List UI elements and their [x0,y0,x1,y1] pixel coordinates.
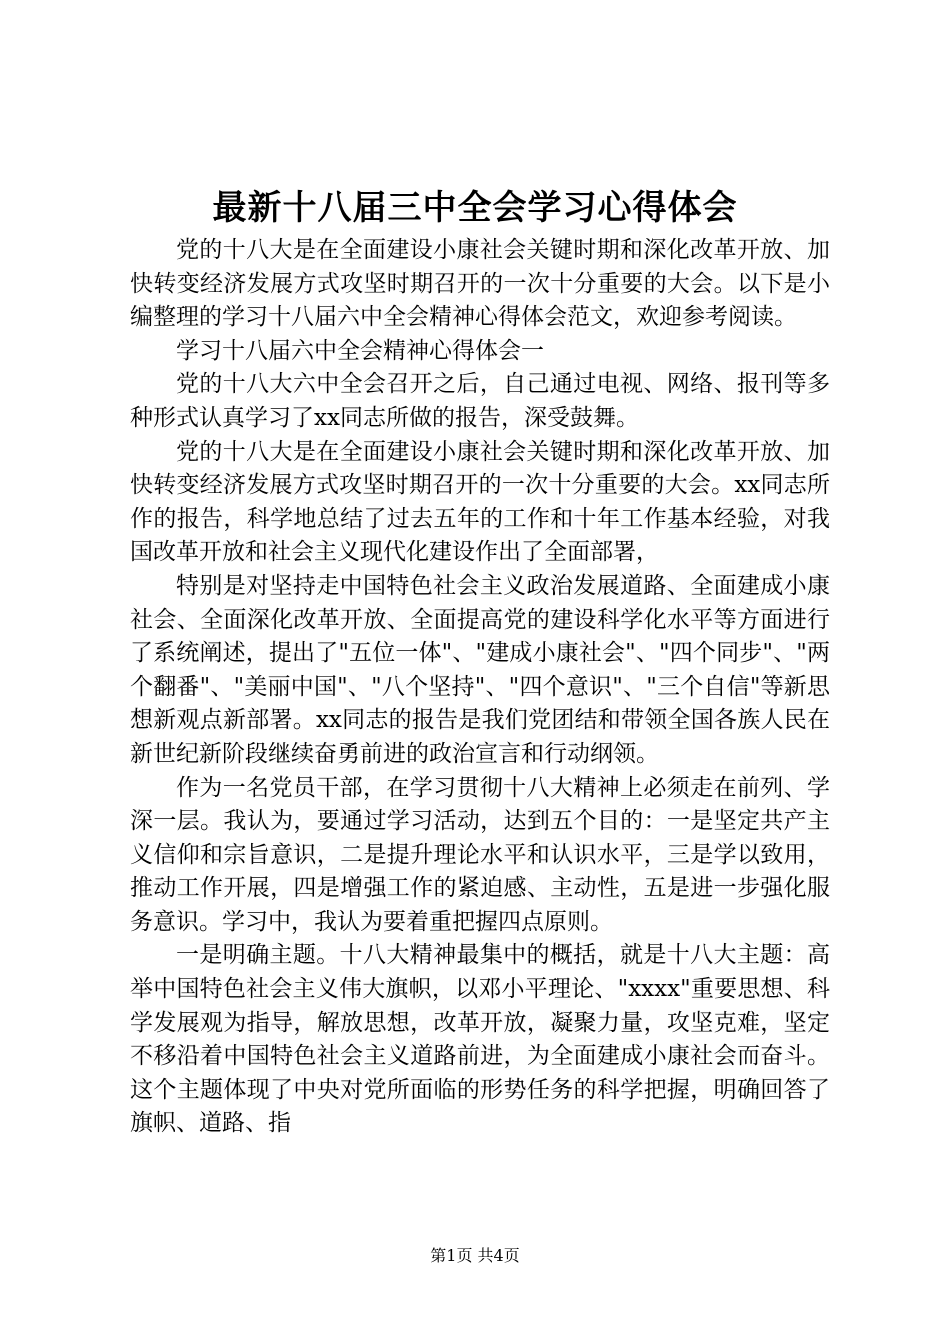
paragraph: 党的十八大是在全面建设小康社会关键时期和深化改革开放、加快转变经济发展方式攻坚时期召开的一次十分重要的大会。以下是小编整理的学习十八届六中全会精神心得体会范文，欢迎参考阅读。 [130,237,830,331]
paragraph: 特别是对坚持走中国特色社会主义政治发展道路、全面建成小康社会、全面深化改革开放、全面提高党的建设科学化水平等方面进行了系统阐述，提出了"五位一体"、"建成小康社会"、"四个同步"、"两个翻番"、"美丽中国"、"八个坚持"、"四个意识"、"三个自信"等新思想新观点新部署。xx同志的报告是我们党团结和带领全国各族人民在新世纪新阶段继续奋勇前进的政治宣言和行动纲领。 [130,572,830,767]
paragraph: 作为一名党员干部，在学习贯彻十八大精神上必须走在前列、学深一层。我认为，要通过学习活动，达到五个目的：一是坚定共产主义信仰和宗旨意识，二是提升理论水平和认识水平，三是学以致用，推动工作开展，四是增强工作的紧迫感、主动性，五是进一步强化服务意识。学习中，我认为要着重把握四点原则。 [130,774,830,935]
document-title: 最新十八届三中全会学习心得体会 [212,188,738,228]
section-heading: 学习十八届六中全会精神心得体会一 [176,337,544,364]
document-body [130,234,830,1141]
paragraph: 党的十八大是在全面建设小康社会关键时期和深化改革开放、加快转变经济发展方式攻坚时期召开的一次十分重要的大会。xx同志所作的报告，科学地总结了过去五年的工作和十年工作基本经验，对我国改革开放和社会主义现代化建设作出了全面部署， [130,438,830,566]
paragraph: 一是明确主题。十八大精神最集中的概括，就是十八大主题：高举中国特色社会主义伟大旗帜，以邓小平理论、"xxxx"重要思想、科学发展观为指导，解放思想，改革开放，凝聚力量，攻坚克难，坚定不移沿着中国特色社会主义道路前进，为全面建成小康社会而奋斗。这个主题体现了中央对党所面临的形势任务的科学把握，明确回答了旗帜、道路、指 [130,942,830,1137]
page-footer: 第1页 共4页 [430,1246,520,1265]
paragraph: 党的十八大六中全会召开之后，自己通过电视、网络、报刊等多种形式认真学习了xx同志所做的报告，深受鼓舞。 [130,371,830,431]
